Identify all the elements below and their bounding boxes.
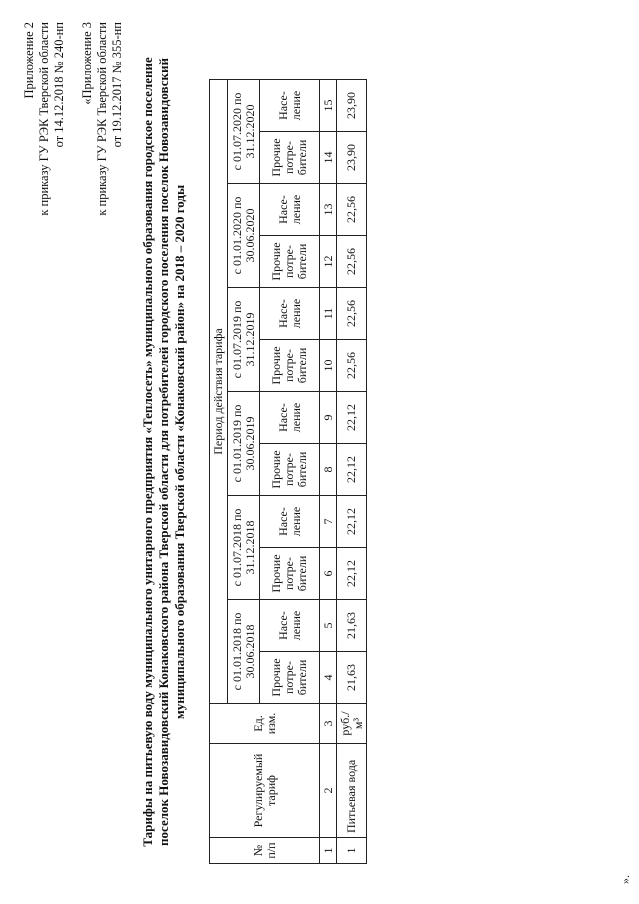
- column-index: 5: [320, 600, 337, 652]
- row-unit: руб./м³: [337, 704, 367, 744]
- column-index: 6: [320, 548, 337, 600]
- appendix-2-header: [22, 22, 67, 216]
- period-cell: с 01.01.2018 по 30.06.2018: [228, 600, 260, 704]
- column-index: 4: [320, 652, 337, 704]
- appendix-2-line2: к приказу ГУ РЭК Тверской области: [37, 22, 51, 216]
- appendix-2-line1: Приложение 2: [22, 22, 36, 99]
- consumer-population: Насе-ление: [260, 288, 320, 340]
- tariff-value: 22,12: [337, 444, 367, 496]
- header-row-1: [210, 80, 228, 864]
- tariff-value: 22,12: [337, 548, 367, 600]
- appendix-2-line3: от 14.12.2018 № 240-нп: [52, 22, 66, 148]
- appendix-3-header: [80, 22, 125, 216]
- period-cell: с 01.07.2018 по 31.12.2018: [228, 496, 260, 600]
- period-cell: с 01.07.2019 по 31.12.2019: [228, 288, 260, 392]
- col-unit-header: Ед. изм.: [210, 704, 320, 744]
- column-index: 12: [320, 236, 337, 288]
- document-title: [140, 0, 188, 904]
- consumer-other: Прочие потре-бители: [260, 444, 320, 496]
- appendix-3-line2: к приказу ГУ РЭК Тверской области: [95, 22, 109, 216]
- tariff-value: 23,90: [337, 132, 367, 184]
- column-index: 15: [320, 80, 337, 132]
- tariff-value: 21,63: [337, 652, 367, 704]
- period-cell: с 01.01.2020 по 30.06.2020: [228, 184, 260, 288]
- consumer-population: Насе-ление: [260, 392, 320, 444]
- title-line1: Тарифы на питьевую воду муниципального унитарного предприятия «Теплосеть» муниципального образования городское поселение: [140, 57, 155, 847]
- column-index: 8: [320, 444, 337, 496]
- period-header: Период действия тарифа: [210, 80, 228, 704]
- row-tariff-name: Питьевая вода: [337, 744, 367, 838]
- title-line2: поселок Новозавидовский Конаковского района Тверской области для потребителей городского поселения поселок Новозавидовский: [156, 58, 171, 846]
- consumer-other: Прочие потре-бители: [260, 340, 320, 392]
- consumer-population: Насе-ление: [260, 184, 320, 236]
- row-num: 1: [337, 838, 367, 864]
- tariff-value: 21,63: [337, 600, 367, 652]
- tariff-value: 22,56: [337, 236, 367, 288]
- column-index: 1: [320, 838, 337, 864]
- column-index: 11: [320, 288, 337, 340]
- consumer-population: Насе-ление: [260, 496, 320, 548]
- col-tariff-header: Регулируемый тариф: [210, 744, 320, 838]
- tariff-value: 23,90: [337, 80, 367, 132]
- appendix-3-line3: от 19.12.2017 № 355-нп: [110, 22, 124, 148]
- column-index: 10: [320, 340, 337, 392]
- consumer-other: Прочие потре-бители: [260, 132, 320, 184]
- column-index: 13: [320, 184, 337, 236]
- tariff-value: 22,56: [337, 340, 367, 392]
- column-index: 9: [320, 392, 337, 444]
- tariff-value: 22,56: [337, 288, 367, 340]
- tariff-value: 22,12: [337, 392, 367, 444]
- tariff-value: 22,12: [337, 496, 367, 548]
- consumer-other: Прочие потре-бители: [260, 548, 320, 600]
- column-index: 14: [320, 132, 337, 184]
- tariff-table: [209, 79, 367, 864]
- title-line3: муниципального образования Тверской области «Конаковский район» на 2018 – 2020 годы: [172, 184, 187, 720]
- table-row: [337, 80, 367, 864]
- appendix-3-line1: «Приложение 3: [80, 22, 94, 105]
- tariff-value: 22,56: [337, 184, 367, 236]
- column-index: 7: [320, 496, 337, 548]
- column-index-row: [320, 80, 337, 864]
- period-cell: с 01.01.2019 по 30.06.2019: [228, 392, 260, 496]
- consumer-population: Насе-ление: [260, 80, 320, 132]
- period-cell: с 01.07.2020 по 31.12.2020: [228, 80, 260, 184]
- col-num-header: № п/п: [210, 838, 320, 864]
- consumer-population: Насе-ление: [260, 600, 320, 652]
- column-index: 2: [320, 744, 337, 838]
- consumer-other: Прочие потре-бители: [260, 236, 320, 288]
- closing-quote: ».: [618, 875, 632, 884]
- column-index: 3: [320, 704, 337, 744]
- consumer-other: Прочие потре-бители: [260, 652, 320, 704]
